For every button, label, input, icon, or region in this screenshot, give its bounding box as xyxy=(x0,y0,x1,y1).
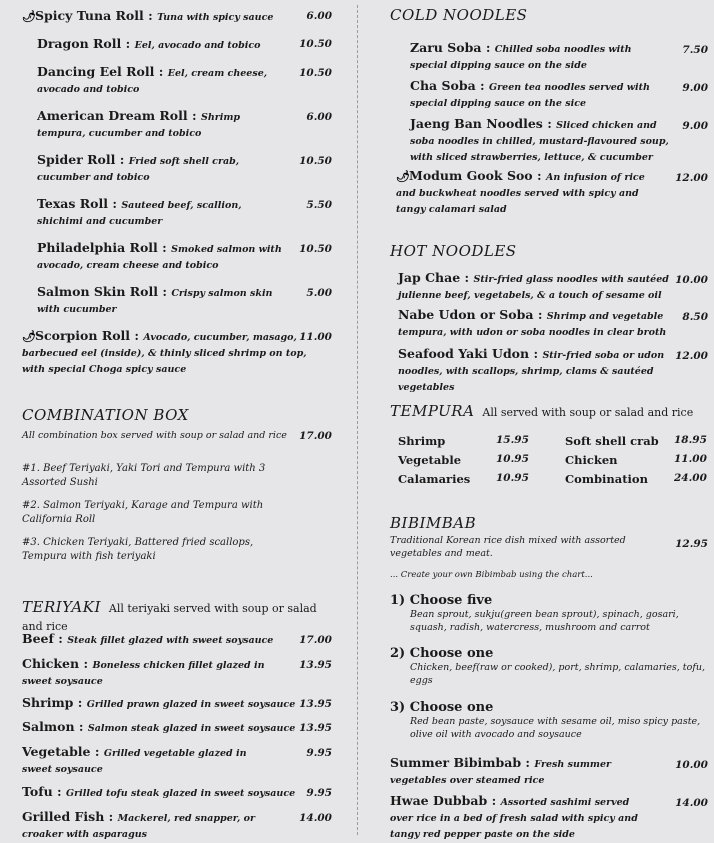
column-divider xyxy=(357,5,358,835)
section-title-bibimbab: BIBIMBAB xyxy=(390,514,477,532)
menu-item: Philadelphia Roll : Smoked salmon with avocado, cream cheese and tobico xyxy=(37,240,282,271)
bibimbab-step: 2) Choose one Chicken, beef(raw or cooked), port, shrimp, calamaries, tofu, eggs xyxy=(390,646,706,686)
tempura-row: Calamaries 10.95 Combination 24.00 xyxy=(398,472,707,486)
menu-item: 🌶Spicy Tuna Roll : Tuna with spicy sauce 6.00 xyxy=(22,8,332,23)
chili-icon: 🌶 xyxy=(22,10,36,23)
combination-option: #3. Chicken Teriyaki, Battered fried scallops, Tempura with fish teriyaki xyxy=(22,537,254,562)
section-title-hot-noodles: HOT NOODLES xyxy=(390,242,517,260)
menu-item: Nabe Udon or Soba : Shrimp and vegetable tempura, with udon or soba noodles in clear broth xyxy=(398,307,667,338)
section-title-tempura: TEMPURA All served with soup or salad and rice xyxy=(390,402,694,420)
menu-item: American Dream Roll : Shrimp tempura, cucumber and tobico xyxy=(37,108,241,139)
menu-item: Jaeng Ban Noodles : Sliced chicken and soba noodles in chilled, mustard-flavoured soup, with sliced strawberries, lettuce, & cucumber xyxy=(410,116,669,163)
menu-item: Vegetable : Grilled vegetable glazed in sweet soysauce xyxy=(22,744,247,775)
chili-icon: 🌶 xyxy=(22,330,36,343)
menu-item: 🌶Modum Gook Soo : An infusion of rice and buckwheat noodles served with spicy and tangy calamari salad xyxy=(396,168,645,215)
combination-option: #1. Beef Teriyaki, Yaki Tori and Tempura with 3 Assorted Sushi xyxy=(22,463,266,488)
menu-item: Dragon Roll : Eel, avocado and tobico 10.50 xyxy=(37,36,332,51)
tempura-row: Vegetable 10.95 Chicken 11.00 xyxy=(398,453,707,467)
menu-item: Cha Soba : Green tea noodles served with special dipping sauce on the sice xyxy=(410,78,650,109)
bibimbab-step: 1) Choose five Bean sprout, sukju(green bean sprout), spinach, gosari, squash, radish, watercress, mushroom and carrot xyxy=(390,593,679,633)
menu-item: Salmon Skin Roll : Crispy salmon skin with cucumber xyxy=(37,284,273,315)
combination-note: All combination box served with soup or salad and rice xyxy=(22,430,287,441)
menu-item: Zaru Soba : Chilled soba noodles with special dipping sauce on the side xyxy=(410,40,632,71)
menu-item: Jap Chae : Stir-fried glass noodles with sautéed julienne beef, vegetabels, & a touch of sesame oil xyxy=(398,270,669,301)
menu-item: Seafood Yaki Udon : Stir-fried soba or udon noodles, with scallops, shrimp, clams & sautéed vegetables xyxy=(398,346,665,393)
section-title-combination: COMBINATION BOX xyxy=(22,406,189,424)
bibimbab-create-note: ... Create your own Bibimbab using the chart... xyxy=(390,570,593,580)
menu-item: Hwae Dubbab : Assorted sashimi served over rice in a bed of fresh salad with spicy and tangy red pepper paste on the side xyxy=(390,793,638,840)
section-title-cold-noodles: COLD NOODLES xyxy=(390,6,528,24)
menu-item: Salmon : Salmon steak glazed in sweet soysauce xyxy=(22,719,296,734)
menu-item: Dancing Eel Roll : Eel, cream cheese, avocado and tobico xyxy=(37,64,268,95)
menu-item: 🌶Scorpion Roll : Avocado, cucumber, masago, barbecued eel (inside), & thinly sliced shrimp on top, with special Choga spicy sauce xyxy=(22,328,307,375)
menu-item: Summer Bibimbab : Fresh summer vegetables over steamed rice xyxy=(390,755,612,786)
menu-item: Texas Roll : Sauteed beef, scallion, shichimi and cucumber xyxy=(37,196,242,227)
menu-item: Spider Roll : Fried soft shell crab, cucumber and tobico xyxy=(37,152,240,183)
section-title-teriyaki: TERIYAKI All teriyaki served with soup or salad and rice xyxy=(22,598,317,633)
menu-item: Tofu : Grilled tofu steak glazed in sweet soysauce xyxy=(22,784,296,799)
menu-item: Shrimp : Grilled prawn glazed in sweet soysauce xyxy=(22,695,296,710)
tempura-row: Shrimp 15.95 Soft shell crab 18.95 xyxy=(398,434,707,448)
menu-item: Chicken : Boneless chicken fillet glazed in sweet soysauce xyxy=(22,656,265,687)
menu-item: Grilled Fish : Mackerel, red snapper, or croaker with asparagus xyxy=(22,809,256,840)
menu-item: Beef : Steak fillet glazed with sweet soysauce xyxy=(22,631,274,646)
bibimbab-desc: Traditional Korean rice dish mixed with assorted vegetables and meat. xyxy=(390,535,626,559)
chili-icon: 🌶 xyxy=(396,170,410,183)
combination-option: #2. Salmon Teriyaki, Karage and Tempura with California Roll xyxy=(22,500,264,525)
bibimbab-step: 3) Choose one Red bean paste, soysauce with sesame oil, miso spicy paste, olive oil with avocado and soysauce xyxy=(390,700,701,740)
